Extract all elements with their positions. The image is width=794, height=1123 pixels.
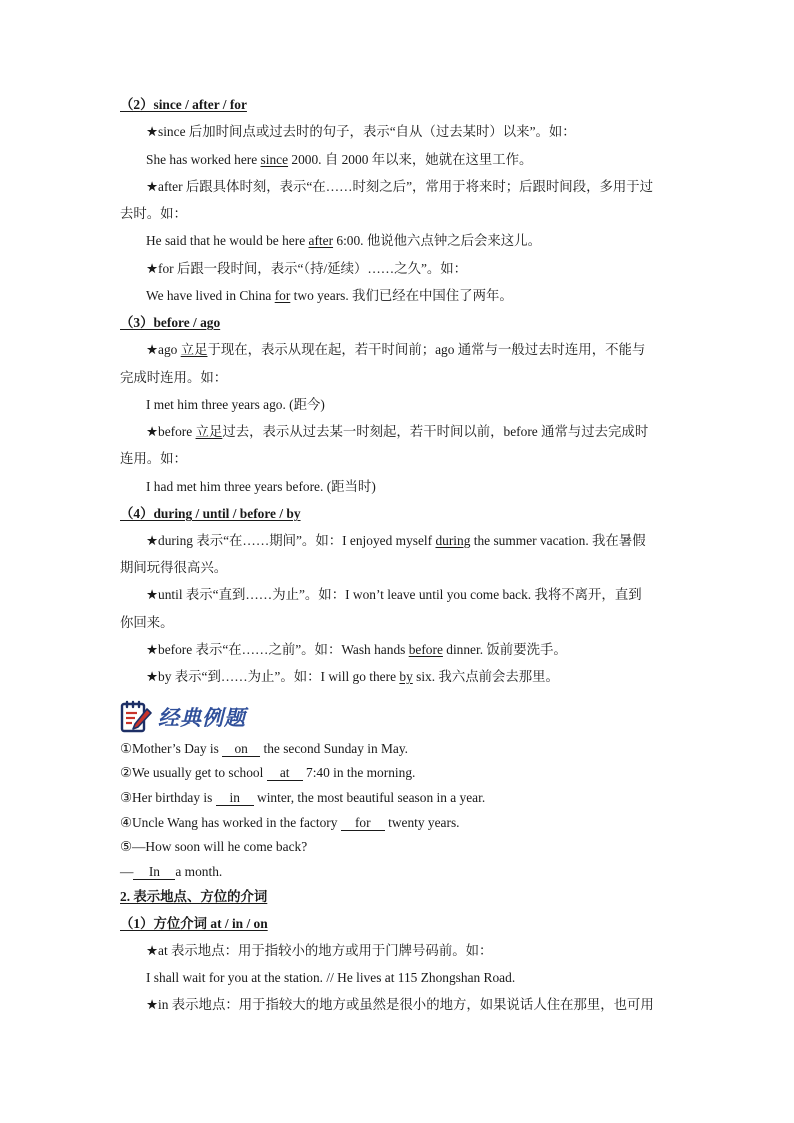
before-rule: ★before 表示“在……之前”。如：Wash hands before dinner. 饭前要洗手。 <box>146 642 567 657</box>
heading-place-prepositions: 2. 表示地点、方位的介词 <box>120 889 268 904</box>
answer-blank: at <box>267 766 303 781</box>
heading-before-ago: （3）before / ago <box>120 315 221 330</box>
until-rule-line2: 你回来。 <box>120 615 174 630</box>
before-rule-line2: 连用。如： <box>120 451 187 466</box>
for-example: We have lived in China for two years. 我们已经在中国住了两年。 <box>146 288 513 303</box>
example-item-5: ⑤—How soon will he come back? <box>120 839 308 854</box>
keyword-after: after <box>308 233 334 248</box>
example-item-1: ①Mother’s Day is on the second Sunday in May. <box>120 741 409 756</box>
before-rule-line1: ★before 立足过去，表示从过去某一时刻起，若干时间以前，before 通常与过去完成时 <box>146 424 649 439</box>
example-item-2: ②We usually get to school at 7:40 in the morning. <box>120 765 416 780</box>
ago-rule-line1: ★ago 立足于现在，表示从现在起，若干时间前；ago 通常与一般过去时连用，不能与 <box>146 342 646 357</box>
keyword-before: before <box>408 642 443 657</box>
by-rule: ★by 表示“到……为止”。如：I will go there by six. 我六点前会去那里。 <box>146 669 559 684</box>
example-item-5-answer: — In a month. <box>120 864 223 879</box>
since-rule: ★since 后加时间点或过去时的句子，表示“自从（过去某时）以来”。如： <box>146 124 576 139</box>
during-rule-line2: 期间玩得很高兴。 <box>120 560 228 575</box>
since-example: She has worked here since 2000. 自 2000 年以来，她就在这里工作。 <box>146 152 533 167</box>
during-rule-line1: ★during 表示“在……期间”。如：I enjoyed myself during the summer vacation. 我在暑假 <box>146 533 646 548</box>
in-rule: ★in 表示地点：用于指较大的地方或虽然是很小的地方，如果说话人住在那里，也可用 <box>146 997 654 1012</box>
notepad-pencil-icon <box>120 700 152 734</box>
heading-at-in-on: （1）方位介词 at / in / on <box>120 916 268 931</box>
answer-blank: for <box>341 816 385 831</box>
keyword-for: for <box>274 288 291 303</box>
before-example: I had met him three years before. (距当时) <box>146 479 376 494</box>
example-item-3: ③Her birthday is in winter, the most beautiful season in a year. <box>120 790 486 805</box>
after-rule-line2: 去时。如： <box>120 206 187 221</box>
examples-title: 经典例题 <box>158 706 246 730</box>
example-item-4: ④Uncle Wang has worked in the factory for twenty years. <box>120 815 460 830</box>
after-rule-line1: ★after 后跟具体时刻，表示“在……时刻之后”，常用于将来时；后跟时间段，多用于过 <box>146 179 654 194</box>
at-example: I shall wait for you at the station. // He lives at 115 Zhongshan Road. <box>146 970 516 985</box>
answer-blank: in <box>216 791 254 806</box>
heading-during-until: （4）during / until / before / by <box>120 506 301 521</box>
heading-since-after-for: （2）since / after / for <box>120 97 247 112</box>
keyword-since: since <box>260 152 289 167</box>
after-example: He said that he would be here after 6:00. 他说他六点钟之后会来这儿。 <box>146 233 541 248</box>
for-rule: ★for 后跟一段时间，表示“（持/延续）……之久”。如： <box>146 261 468 276</box>
keyword-during: during <box>435 533 471 548</box>
examples-title-block <box>120 698 246 736</box>
keyword-by: by <box>399 669 413 684</box>
at-rule: ★at 表示地点：用于指较小的地方或用于门牌号码前。如： <box>146 943 493 958</box>
answer-blank: on <box>222 742 260 757</box>
until-rule-line1: ★until 表示“直到……为止”。如：I won’t leave until you come back. 我将不离开，直到 <box>146 587 642 602</box>
answer-blank: In <box>133 865 175 880</box>
ago-example: I met him three years ago. (距今) <box>146 397 325 412</box>
ago-rule-line2: 完成时连用。如： <box>120 370 228 385</box>
